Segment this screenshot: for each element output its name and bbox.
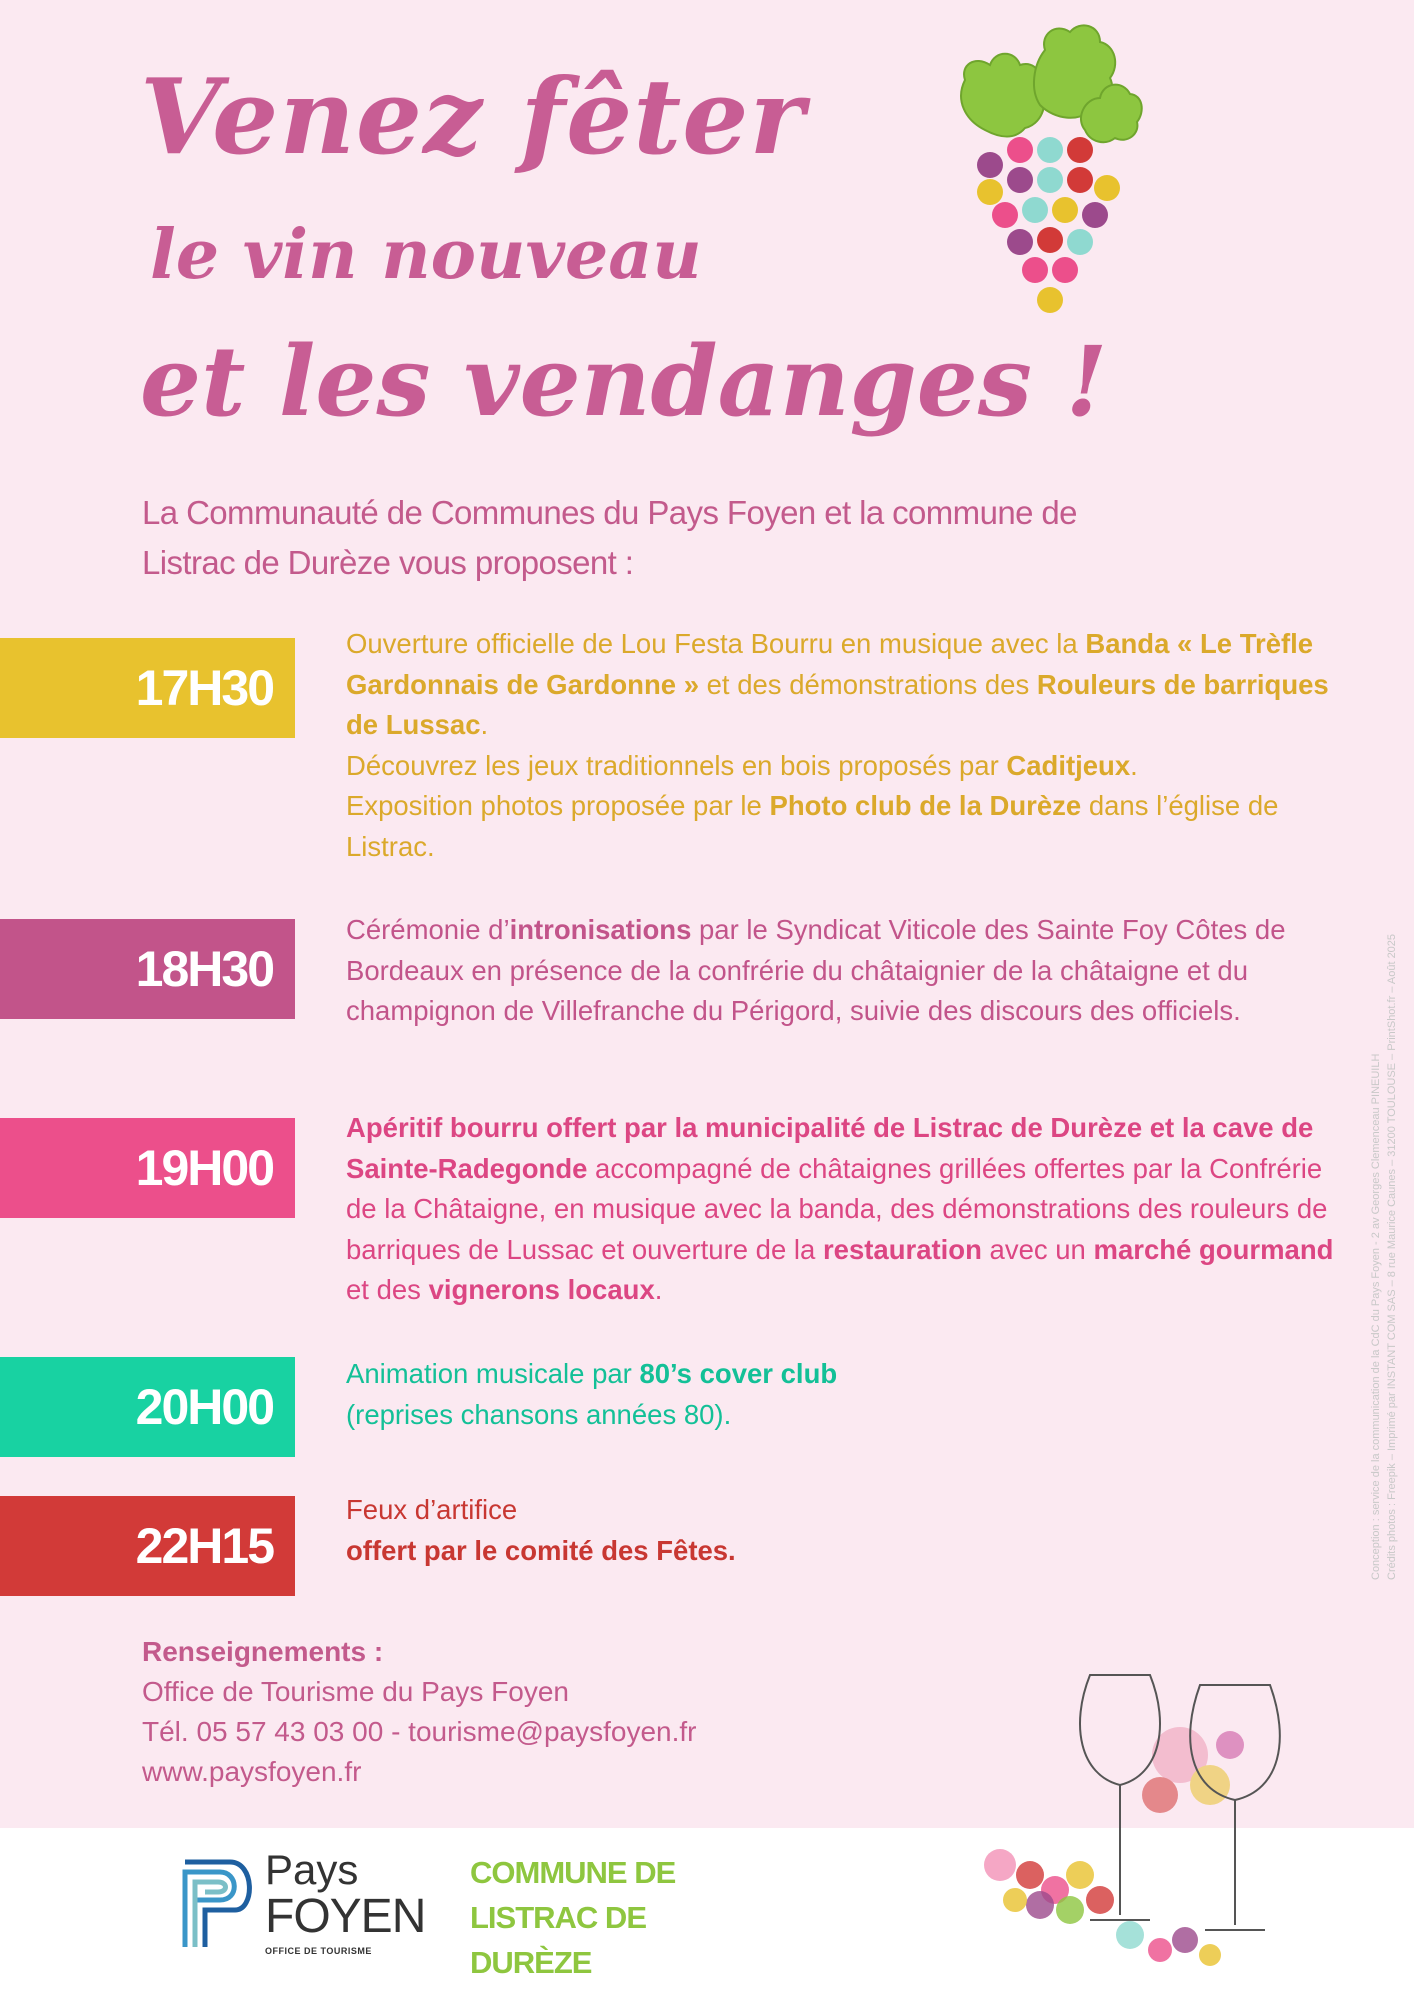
description-text: par le Syndicat Viticole des Sainte Foy Côtes de Bordeaux en présence de la confrérie du châtaignier de la châtaigne et du champignon de Villefranche du Périgord, suivie des discours des officiels. — [346, 914, 1286, 1026]
schedule-description — [346, 1354, 1346, 1435]
description-text: Animation musicale par — [346, 1358, 640, 1389]
logo-pays: Pays — [265, 1846, 359, 1893]
time-badge: 18H30 — [0, 919, 295, 1019]
highlight-text: Caditjeux — [1006, 749, 1131, 781]
highlight-text: 80’s cover club — [639, 1358, 838, 1389]
description-text: accompagné de châtaignes grillées offertes par la Confrérie de la Châtaigne, en musique avec la banda, des démonstrations des rouleurs de barriques de Lussac et ouverture de la — [346, 1152, 1328, 1265]
description-text: et des — [346, 1274, 429, 1305]
highlight-text: marché gourmand — [1093, 1233, 1334, 1265]
description-text: Feux d’artifice — [346, 1494, 518, 1525]
highlight-text: Rouleurs de barriques de Lussac — [346, 668, 1329, 740]
description-text: Ouverture officielle de Lou Festa Bourru en musique avec la — [346, 628, 1086, 659]
time-badge: 19H00 — [0, 1118, 295, 1218]
description-text: et des démonstrations des — [699, 668, 1037, 700]
contact-info — [142, 1632, 697, 1792]
highlight-text: vignerons locaux — [428, 1274, 655, 1305]
contact-phone-email[interactable]: Tél. 05 57 43 03 00 - tourisme@paysfoyen.fr — [142, 1716, 697, 1747]
highlight-text: restauration — [822, 1233, 982, 1265]
highlight-text: intronisations — [509, 914, 692, 945]
highlight-text: Apéritif bourru offert par la municipalité de Listrac de Durèze et la cave de Sainte-Radegonde — [346, 1112, 1314, 1184]
grape-bunch-icon — [945, 10, 1145, 330]
description-text: . — [654, 1274, 663, 1305]
schedule-description — [346, 1490, 1346, 1571]
description-text: Découvrez les jeux traditionnels en bois proposés par — [346, 749, 1007, 781]
title-line-1: Venez fêter — [140, 55, 806, 178]
pays-foyen-logo-text — [265, 1848, 425, 1956]
schedule-description — [346, 910, 1346, 1032]
description-text: Cérémonie d’ — [346, 914, 510, 945]
wine-glasses-grapes-illustration-icon — [970, 1665, 1370, 1985]
description-text: . — [1130, 749, 1138, 781]
description-text: (reprises chansons années 80). — [346, 1398, 732, 1430]
commune-line-1: COMMUNE DE — [470, 1855, 676, 1890]
pays-foyen-logo-icon — [180, 1852, 262, 1952]
schedule-description — [346, 1108, 1346, 1311]
highlight-text: offert par le comité des Fêtes. — [346, 1534, 736, 1566]
time-badge: 17H30 — [0, 638, 295, 738]
schedule-description — [346, 624, 1346, 867]
title-line-2: le vin nouveau — [150, 215, 702, 295]
contact-website-link[interactable]: www.paysfoyen.fr — [142, 1756, 362, 1787]
description-text: dans l’église de Listrac. — [346, 790, 1279, 862]
commune-line-3: DURÈZE — [470, 1945, 592, 1980]
description-text: Exposition photos proposée par le — [346, 790, 770, 821]
credits-line-1: Conception : service de la communication de la CdC du Pays Foyen - 2 av Georges Clemenceau PINEUILH — [1370, 1053, 1382, 1580]
time-badge: 20H00 — [0, 1357, 295, 1457]
intro-line-1: La Communauté de Communes du Pays Foyen et la commune de — [142, 494, 1077, 531]
intro-text — [142, 488, 1192, 588]
logo-foyen: FOYEN — [265, 1890, 426, 1943]
time-badge: 22H15 — [0, 1496, 295, 1596]
title-line-3: et les vendanges ! — [140, 325, 1108, 438]
credits-line-2: Crédits photos : Freepik – Imprimé par INSTANT COM SAS – 8 rue Maurice Caunes – 31200 TOULOUSE – PrintShot.fr – Août 2025 — [1386, 933, 1398, 1580]
print-credits — [1368, 620, 1400, 1580]
commune-line-2: LISTRAC DE — [470, 1900, 646, 1935]
description-text: avec un — [981, 1233, 1094, 1265]
contact-heading: Renseignements : — [142, 1636, 384, 1667]
highlight-text: Banda « Le Trèfle Gardonnais de Gardonne » — [346, 628, 1314, 700]
intro-line-2: Listrac de Durèze vous proposent : — [142, 544, 634, 581]
commune-logo-text — [470, 1850, 675, 1985]
description-text: . — [480, 709, 489, 740]
contact-office: Office de Tourisme du Pays Foyen — [142, 1676, 569, 1707]
highlight-text: Photo club de la Durèze — [769, 790, 1082, 821]
logo-subtitle: OFFICE DE TOURISME — [265, 1946, 372, 1956]
